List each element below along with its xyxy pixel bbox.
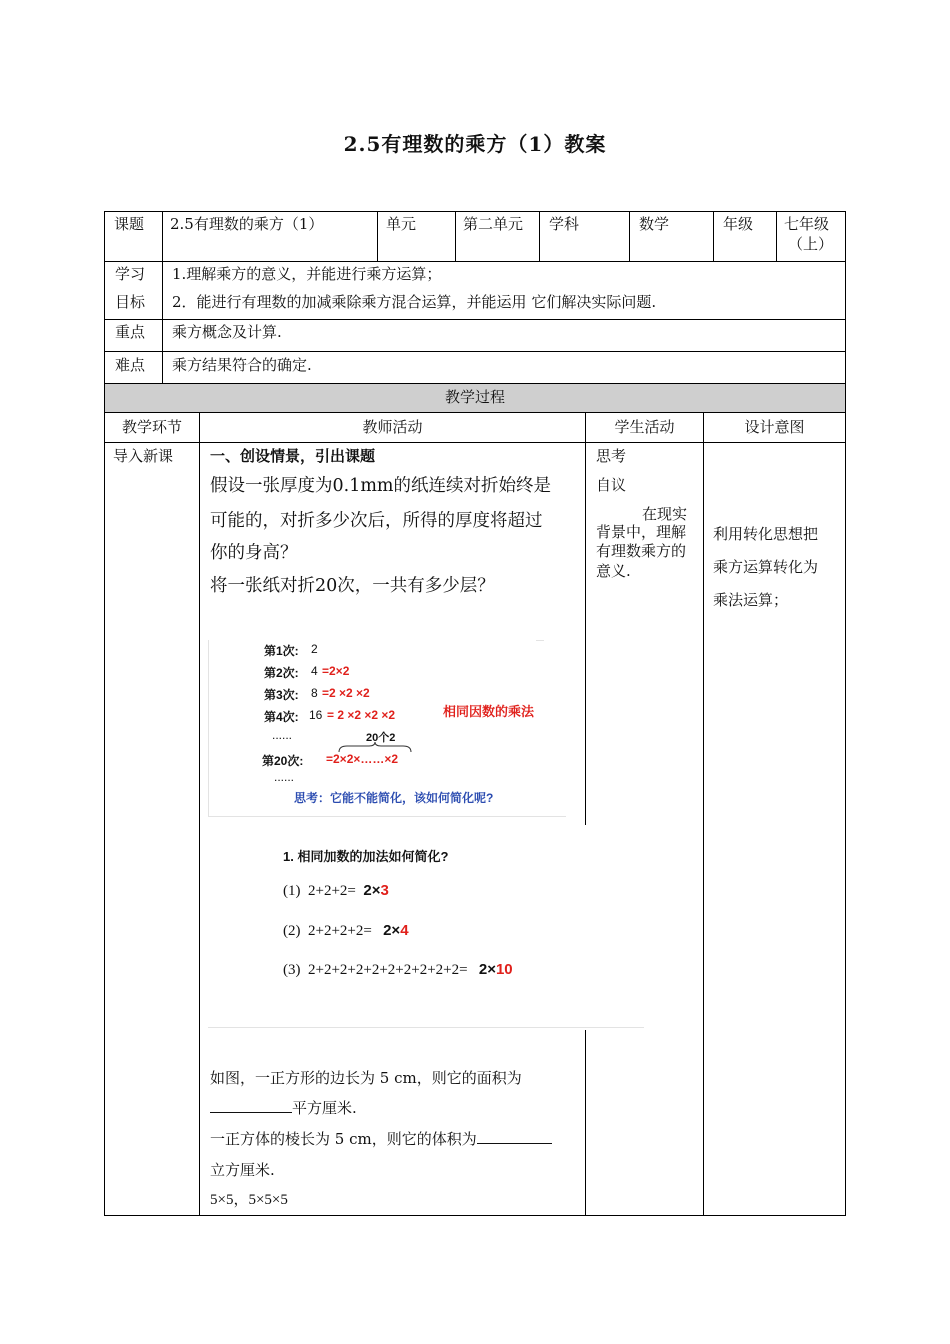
unit-label: 单元 xyxy=(386,215,417,233)
student-note-line-2: 背景中，理解 xyxy=(596,523,687,541)
process-header: 教学过程 xyxy=(444,388,505,406)
student-note-line-4: 意义. xyxy=(596,562,631,580)
fold-row-4-expr: = 2 ×2 ×2 ×2 xyxy=(327,708,396,722)
scenario-line-3: 你的身高？ xyxy=(210,543,298,563)
cube-question-text: 一正方体的棱长为 5 cm，则它的体积为 xyxy=(210,1130,477,1148)
sum-item-2 xyxy=(283,922,409,940)
goal-item-2: 2．能进行有理数的加减乘除乘方混合运算，并能运用 它们解决实际问题. xyxy=(172,293,657,311)
subject-value: 数学 xyxy=(639,215,670,233)
fold-row-20-expr: =2×2×……×2 xyxy=(326,752,399,766)
goals-label-line-2: 目标 xyxy=(115,293,146,311)
sum-item-1-sum: 2+2+2= xyxy=(308,883,356,899)
fold-row-3-label: 第3次: xyxy=(264,688,299,702)
fold-row-4-label: 第4次: xyxy=(264,710,299,724)
goal-item-1: 1.理解乘方的意义，并能进行乘方运算； xyxy=(172,265,442,283)
subject-label: 学科 xyxy=(549,215,580,233)
goals-label-line-1: 学习 xyxy=(115,265,146,283)
fold-row-20-label: 第20次: xyxy=(262,754,304,768)
fold-row-3-value: 8 xyxy=(311,686,318,700)
difficulty-text: 乘方结果符合的确定. xyxy=(172,356,312,374)
square-question-line-2 xyxy=(210,1098,357,1118)
sum-item-3-sum: 2+2+2+2+2+2+2+2+2+2= xyxy=(308,962,468,978)
brace-label: 20个2 xyxy=(366,732,396,744)
design-line-1: 利用转化思想把 xyxy=(713,525,819,543)
lesson-label: 课题 xyxy=(114,215,145,233)
sum-item-1 xyxy=(283,882,389,900)
sum-item-2-count: 4 xyxy=(400,922,409,939)
sum-item-2-num: (2) xyxy=(283,923,301,939)
fold-row-1-value: 2 xyxy=(311,642,318,656)
simplify-question: 思考：它能不能简化，该如何简化呢? xyxy=(294,791,494,805)
sum-item-1-num: (1) xyxy=(283,883,301,899)
sum-item-3-num: (3) xyxy=(283,962,301,978)
fold-row-4-value: 16 xyxy=(309,708,323,722)
fold-row-2-label: 第2次: xyxy=(264,666,299,680)
fold-question: 将一张纸对折20次，一共有多少层？ xyxy=(210,576,495,596)
square-question-line-1: 如图，一正方形的边长为 5 cm，则它的面积为 xyxy=(210,1069,522,1087)
cube-question-line-1 xyxy=(210,1129,552,1149)
grade-label: 年级 xyxy=(723,215,754,233)
scenario-line-2: 可能的，对折多少次后，所得的厚度将超过 xyxy=(210,511,543,531)
sum-item-1-base: 2× xyxy=(363,882,381,899)
design-line-2: 乘方运算转化为 xyxy=(713,558,819,576)
key-point-label: 重点 xyxy=(115,323,146,341)
fold-row-3-expr: =2 ×2 ×2 xyxy=(322,686,370,700)
column-student: 学生活动 xyxy=(614,418,675,436)
sum-item-2-sum: 2+2+2+2= xyxy=(308,923,372,939)
column-teacher: 教师活动 xyxy=(362,418,423,436)
cube-unit: 立方厘米. xyxy=(210,1161,275,1179)
fold-dots-2: ...... xyxy=(274,770,295,784)
sum-item-3-base: 2× xyxy=(478,961,496,978)
cube-answer-blank[interactable] xyxy=(477,1129,552,1144)
unit-value: 第二单元 xyxy=(463,215,524,233)
sum-item-3-count: 10 xyxy=(495,961,513,978)
column-design: 设计意图 xyxy=(744,418,805,436)
grade-value-line-2: （上） xyxy=(788,235,834,253)
document-title: 2.5有理数的乘方（1）教案 xyxy=(343,132,607,156)
column-stage: 教学环节 xyxy=(121,418,182,436)
scenario-line-1: 假设一张厚度为0.1mm的纸连续对折始终是 xyxy=(210,476,552,496)
grade-value-line-1: 七年级 xyxy=(784,215,830,233)
lesson-value: 2.5有理数的乘方（1） xyxy=(170,215,324,233)
sum-item-2-base: 2× xyxy=(383,922,401,939)
fold-dots-1: ...... xyxy=(272,728,293,742)
stage-name: 导入新课 xyxy=(113,447,174,465)
student-note-line-3: 有理数乘方的 xyxy=(596,542,687,560)
sum-item-1-count: 3 xyxy=(380,882,389,899)
answers: 5×5，5×5×5 xyxy=(210,1192,288,1208)
sum-heading: 1. 相同加数的加法如何简化? xyxy=(283,849,449,864)
student-note-line-1: 在现实 xyxy=(642,505,688,523)
fold-row-2-value: 4 xyxy=(311,664,318,678)
callout-same-factor: 相同因数的乘法 xyxy=(443,704,535,719)
fold-row-1-label: 第1次: xyxy=(264,644,299,658)
difficulty-label: 难点 xyxy=(115,356,146,374)
section-title: 一、创设情景，引出课题 xyxy=(210,447,376,465)
square-answer-blank[interactable] xyxy=(210,1098,292,1113)
student-think: 思考 xyxy=(596,447,627,465)
key-point-text: 乘方概念及计算. xyxy=(172,323,282,341)
design-line-3: 乘法运算； xyxy=(713,591,789,609)
fold-row-2-expr: =2×2 xyxy=(322,664,350,678)
student-discuss: 自议 xyxy=(596,476,627,494)
square-unit: 平方厘米. xyxy=(292,1099,357,1117)
sum-item-3 xyxy=(283,961,513,979)
